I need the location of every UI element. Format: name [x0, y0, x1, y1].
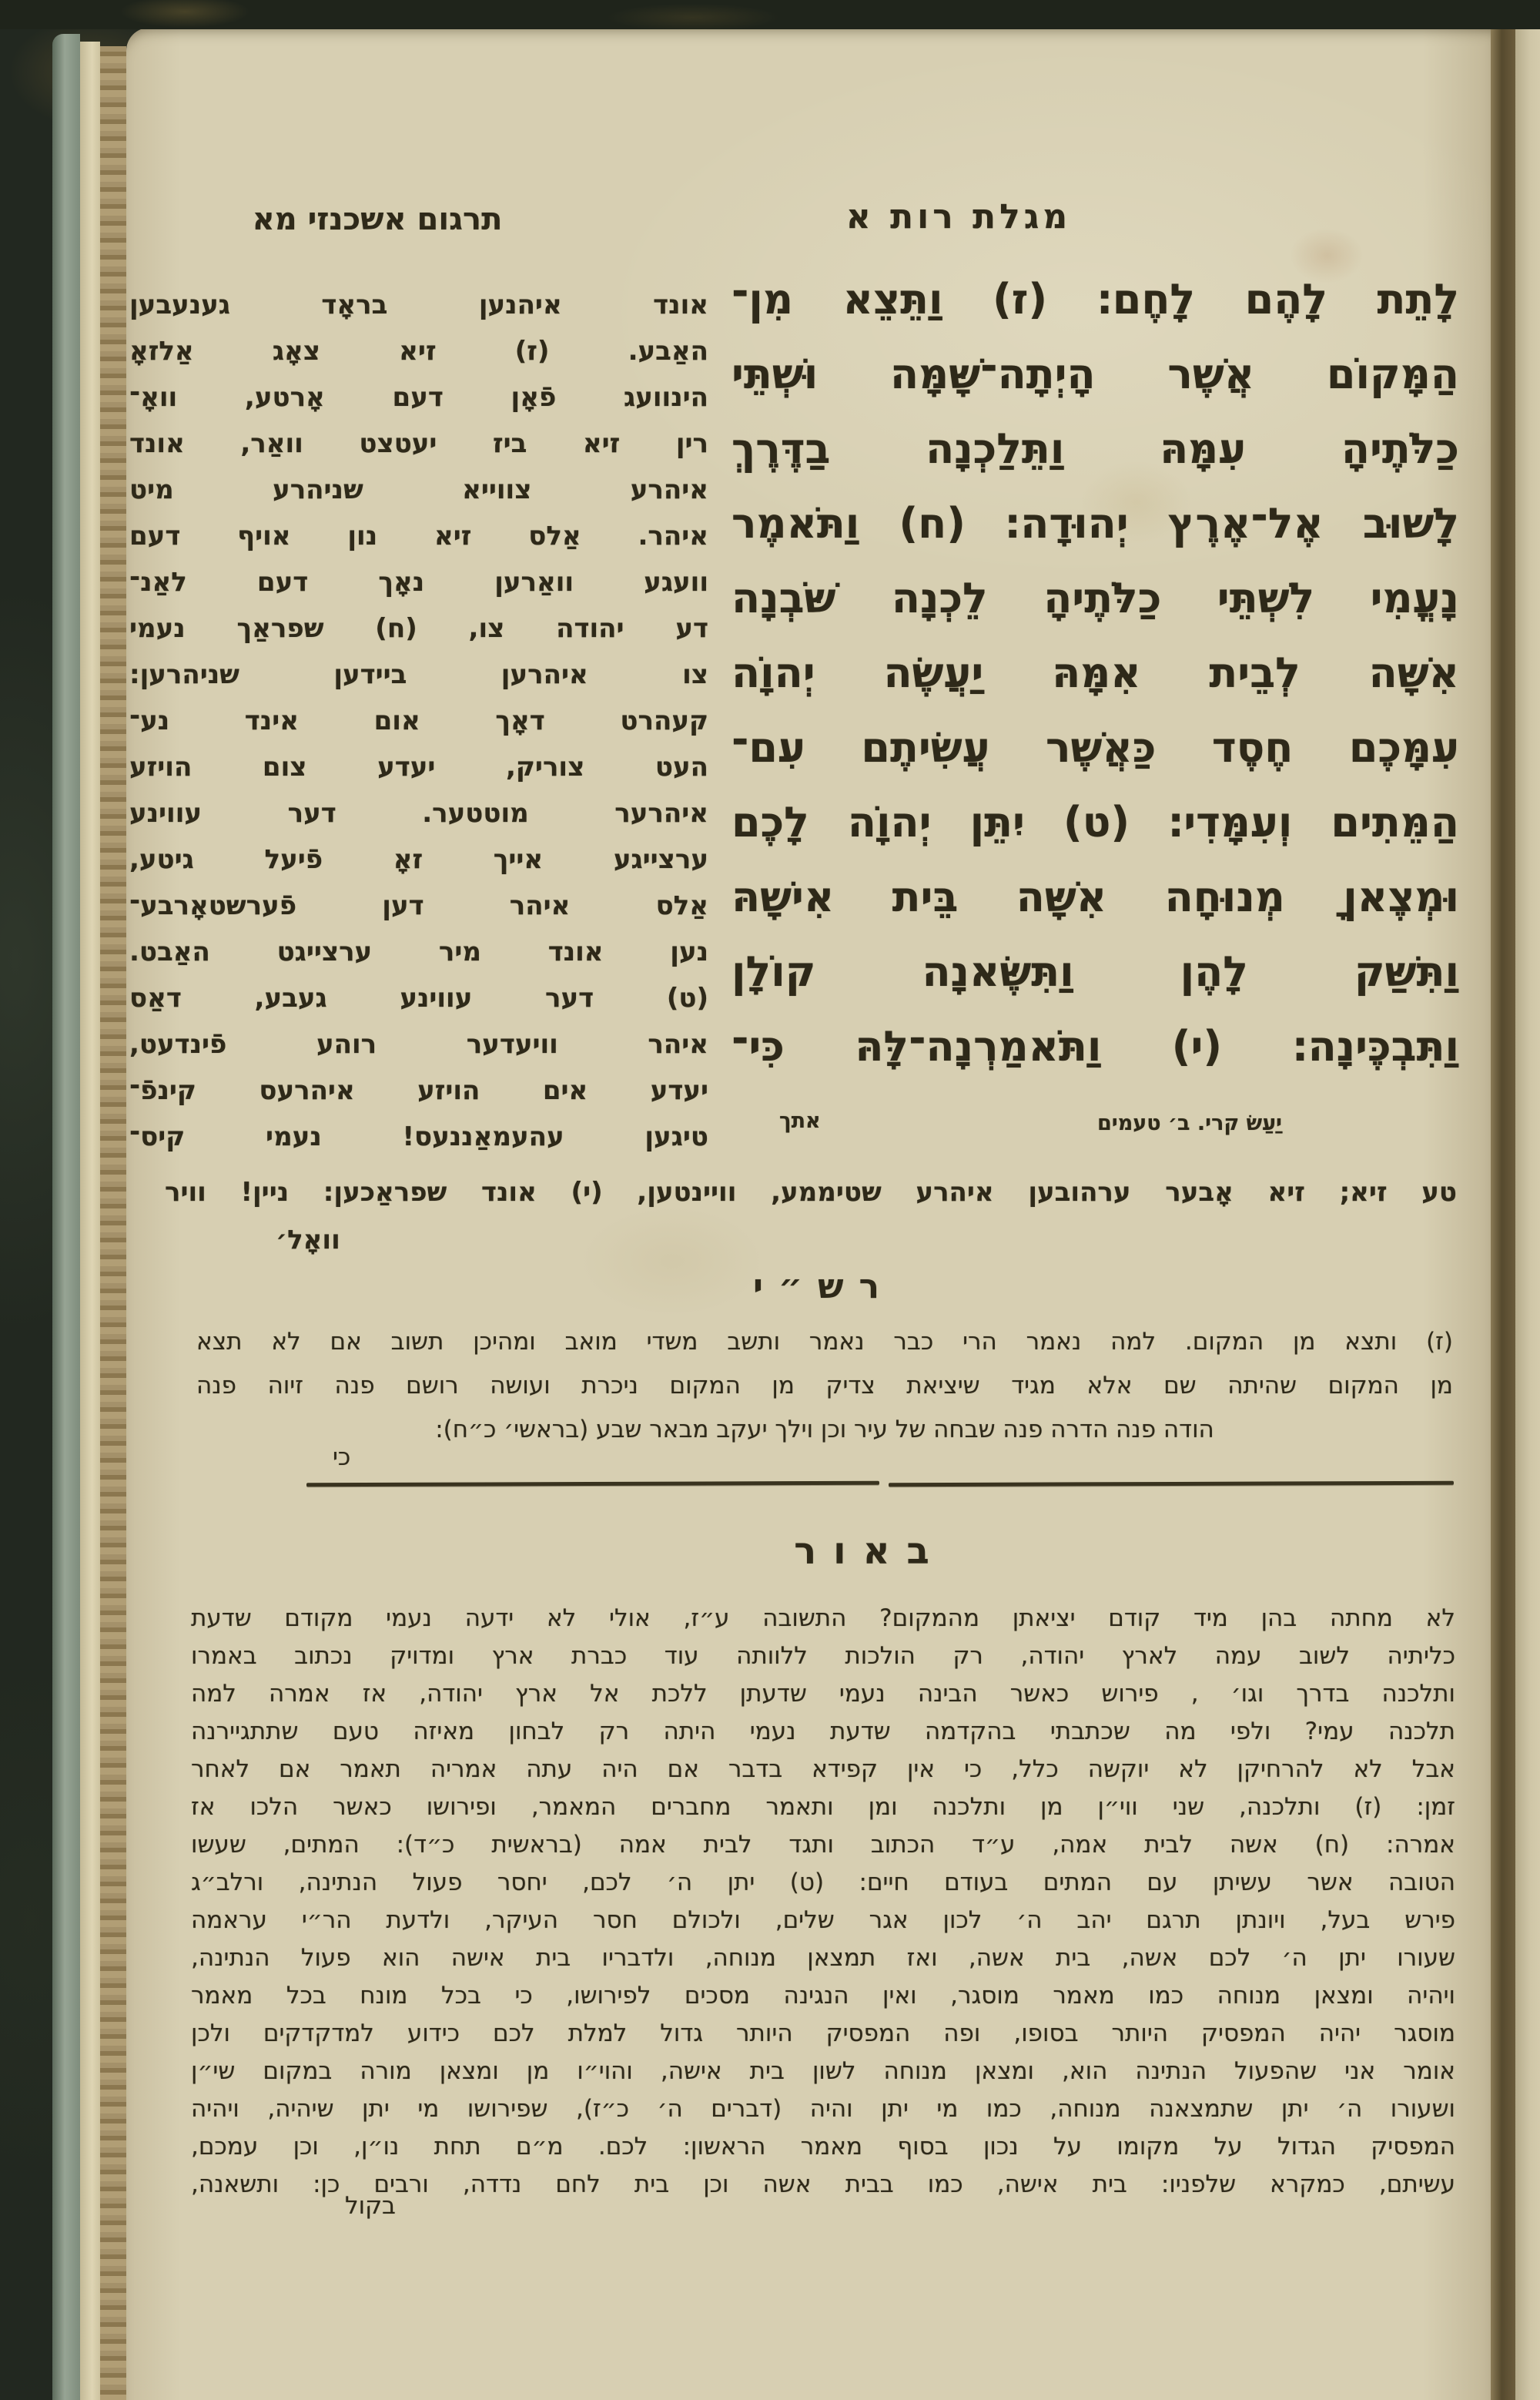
bible-line: לָתֵת לָהֶם לָחֶם׃ (ז) וַתֵּצֵא מִן־ [732, 275, 1459, 323]
biur-line: ויהיה ומצאן מנוחה כמו מאמר מוסגר, ואין הנגינה מסכים לפירושו, כי בכל מונח בכל מאמר [191, 1982, 1455, 2009]
biur-line: אבל לא להרחיקן לא יוקשה כלל, כי אין קפידא בדבר אם היה עתה אמריה תאמר אם לאחר [191, 1755, 1455, 1783]
right-column-title: מגלת רות א [845, 197, 1072, 236]
bible-line: וַתִּשַּׁק לָהֶן וַתִּשֶּׂאנָה קוֹלָן [732, 947, 1459, 996]
biur-line: שעורו יתן ה׳ לכם אשה, בית אשה, ואז תמצאן מנוחה, ולדבריו בית אישה הוא פעול הנתינה, [191, 1944, 1455, 1972]
book-cover-top [0, 0, 1540, 29]
rashi-catchword: כי [333, 1443, 351, 1471]
left-column-title: תרגום אשכנזי [307, 202, 503, 237]
biur-commentary [191, 1601, 1455, 2204]
biur-line: פירש בעל, ויונתן תרגם יהב ה׳ לכון אגר שלים, ולכולם חסר העיקר, ולדעת הר״י עראמה [191, 1906, 1455, 1934]
book-page-edge-green [52, 34, 80, 2400]
qere-note: יַעַשׂ קרי. ב׳ טעמים [1097, 1111, 1282, 1135]
biur-line: ותלכנה בדרך וגו׳ , פירוש כאשר הבינה נעמי שדעתן ללכת אל ארץ יהודה, אז אמרה למה [191, 1680, 1455, 1708]
bible-line: עִמָּכֶם חֶסֶד כַּאֲשֶׁר עֲשִׂיתֶם עִם־ [732, 723, 1459, 772]
yiddish-line: וועגע וואַרען נאָך דעם לאַנ־ [129, 567, 708, 598]
yiddish-line: טיגען עהעמאַננעס! נעמי קיס־ [129, 1121, 708, 1152]
bible-line: לָשׁוּב אֶל־אֶרֶץ יְהוּדָה׃ (ח) וַתֹּאמֶר [732, 499, 1459, 548]
yiddish-line: צו איהרען ביידען שניהרען: [129, 659, 708, 690]
bible-line: נָעֳמִי לִשְׁתֵּי כַלֹּתֶיהָ לֵכְנָה שֹּׁבְנָה [732, 574, 1459, 622]
yiddish-line: קעהרט דאָך אום אינד נע־ [129, 706, 708, 736]
biur-line: המפסיק הגדול על מקומו על נכון בסוף מאמר הראשון: לכם. מ״ם תחת נו״ן, וכן עמכם, [191, 2133, 1455, 2160]
bible-text-column [732, 266, 1459, 1088]
biur-line: מוסגר יהיה המפסיק היותר בסופו, ופה המפסיק היותר גדול למלת לכם כידוע למדקדקים ולכן [191, 2020, 1455, 2047]
adjacent-page-edge [1515, 0, 1540, 2400]
biur-line: ושעורו ה׳ יתן שתמצאנה מנוחה, כמו מי יתן והיה (דברים ה׳ כ״ז), שפירושו מי יתן שיהיה, ויהיה [191, 2095, 1455, 2123]
rashi-commentary [196, 1322, 1453, 1453]
biur-line: זמן: (ז) ותלכנה, שני ווי״ן מן ותלכנה ומן ותאמר מחברים המאמר, ופירושו כאשר הלכו אז [191, 1793, 1455, 1821]
book-page-edge-deckle [100, 46, 126, 2400]
biur-section-title: באור [794, 1530, 946, 1573]
biur-catchword: בקול [345, 2192, 396, 2220]
page-number: מא [252, 202, 297, 237]
yiddish-line: אונד איהנען בראָד גענעבען [129, 290, 708, 320]
book-gutter-shadow [1491, 0, 1515, 2400]
bible-line: כַלֹּתֶיהָ עִמָּהּ וַתֵּלַכְנָה בַדֶּרֶךְ [732, 424, 1459, 473]
yiddish-line: העט צוריק, יעדע צום הויזע [129, 752, 708, 783]
biur-line: תלכנה עמי? ולפי מה שכתבתי בהקדמה שדעת נעמי היתה רק לבחון מאיזה טעם שתתגיירנה [191, 1718, 1455, 1745]
right-column-header [832, 197, 1086, 236]
biur-line: עשיתם, כמקרא שלפניו: בית אישה, כמו בבית אשה וכן בית לחם נדדה, ורבים כן: ותשאנה, [191, 2170, 1455, 2198]
yiddish-line: ערצייגע אייך זאָ פֿיעל גיטע, [129, 844, 708, 875]
bible-line: הַמָּקוֹם אֲשֶׁר הָיְתָה־שָּׁמָּה וּשְׁתֵּי [732, 350, 1459, 398]
yiddish-line: (ט) דער עווינע געבע, דאַס [129, 983, 708, 1014]
rashi-line: הודה פנה הדרה פנה שבחה של עיר וכן וילך יעקב מבאר שבע (בראשי׳ כ״ח): [435, 1416, 1214, 1443]
yiddish-line: האַבע. (ז) זיא צאָג אַלזאָ [129, 336, 708, 367]
biur-line: כליתיה לשוב עמה לארץ יהודה, רק הולכות ללוותה עוד כברת ארץ ומדויק נכתוב באמרו [191, 1642, 1455, 1670]
yiddish-line: יעדע אים הויזע איהרעס קינפֿ־ [129, 1075, 708, 1106]
yiddish-line: איהרע צווייא שניהרע מיט [129, 474, 708, 505]
biur-line: לא מחתה בהן מיד קודם יציאתן מהמקום? התשובה ע״ז, אולי לא ידעה נעמי מקודם שדעת [191, 1604, 1455, 1632]
rashi-section-title: רש״י [752, 1267, 896, 1306]
bible-line: וַתִּבְכֶּינָה׃ (י) וַתֹּאמַרְנָה־לָּהּ כִּי־ [732, 1022, 1459, 1071]
bible-line: וּמְצֶאןָ מְנוּחָה אִשָּׁה בֵּית אִישָׁהּ [732, 873, 1459, 921]
book-page-edge-cream [80, 42, 100, 2400]
biur-line: הטובה אשר עשיתן עם המתים בעודם חיים: (ט) יתן ה׳ לכם, יחסר פעול הנתינה, ורלב״ג [191, 1869, 1455, 1896]
yiddish-full-width-line: טע זיא; זיא אָבער ערהובען איהרע שטיממע, וויינטען, (י) אונד שפראַכען: ניין! וויר [165, 1177, 1457, 1208]
yiddish-line: נען אונד מיר ערצייגט האַבט. [129, 937, 708, 967]
yiddish-line: הינוועג פֿאָן דעם אָרטע, וואָ־ [129, 382, 708, 413]
biur-line: אמרה: (ח) אשה לבית אמה, ע״ד הכתוב ותגד לבית אמה (בראשית כ״ד): המתים, שעשו [191, 1831, 1455, 1859]
left-column-header [231, 202, 524, 237]
yiddish-line: דע יהודה צו, (ח) שפראַך נעמי [129, 613, 708, 644]
yiddish-line: איהרער מוטטער. דער עווינע [129, 798, 708, 829]
yiddish-line: אַלס איהר דען פֿערשטאָרבע־ [129, 890, 708, 921]
bible-line: אִשָּׁה לְבֵית אִמָּהּ יַעֲשֶׂה יְהוָֹה [732, 649, 1459, 697]
masora-side-note: אתך [779, 1109, 821, 1133]
yiddish-continuation-word: וואָל׳ [276, 1225, 340, 1255]
rashi-line: מן המקום שהיתה שם אלא מגיד שיציאת צדיק מן המקום ניכרת ועושה רושם פנה זיוה פנה [196, 1372, 1453, 1399]
biur-line: אומר אני שהפעול הנתינה הוא, ומצאן מנוחה לשון בית אישה, והוי״ו מן ומצאן מורה במקום שי״ן [191, 2057, 1455, 2085]
rashi-line: (ז) ותצא מן המקום. למה נאמר הרי כבר נאמר ותשב משדי מואב ומהיכן תשוב אם לא תצא [196, 1328, 1453, 1356]
bible-line: הַמֵּתִים וְעִמָּדִי׃ (ט) יִתֵּן יְהוָֹה לָכֶם [732, 798, 1459, 846]
yiddish-translation-column [129, 283, 708, 1161]
yiddish-line: רין זיא ביז יעטצט וואַר, אונד [129, 428, 708, 459]
yiddish-line: איהר. אַלס זיא נון אויף דעם [129, 521, 708, 551]
yiddish-line: איהר וויעדער רוהע פֿינדעט, [129, 1029, 708, 1060]
